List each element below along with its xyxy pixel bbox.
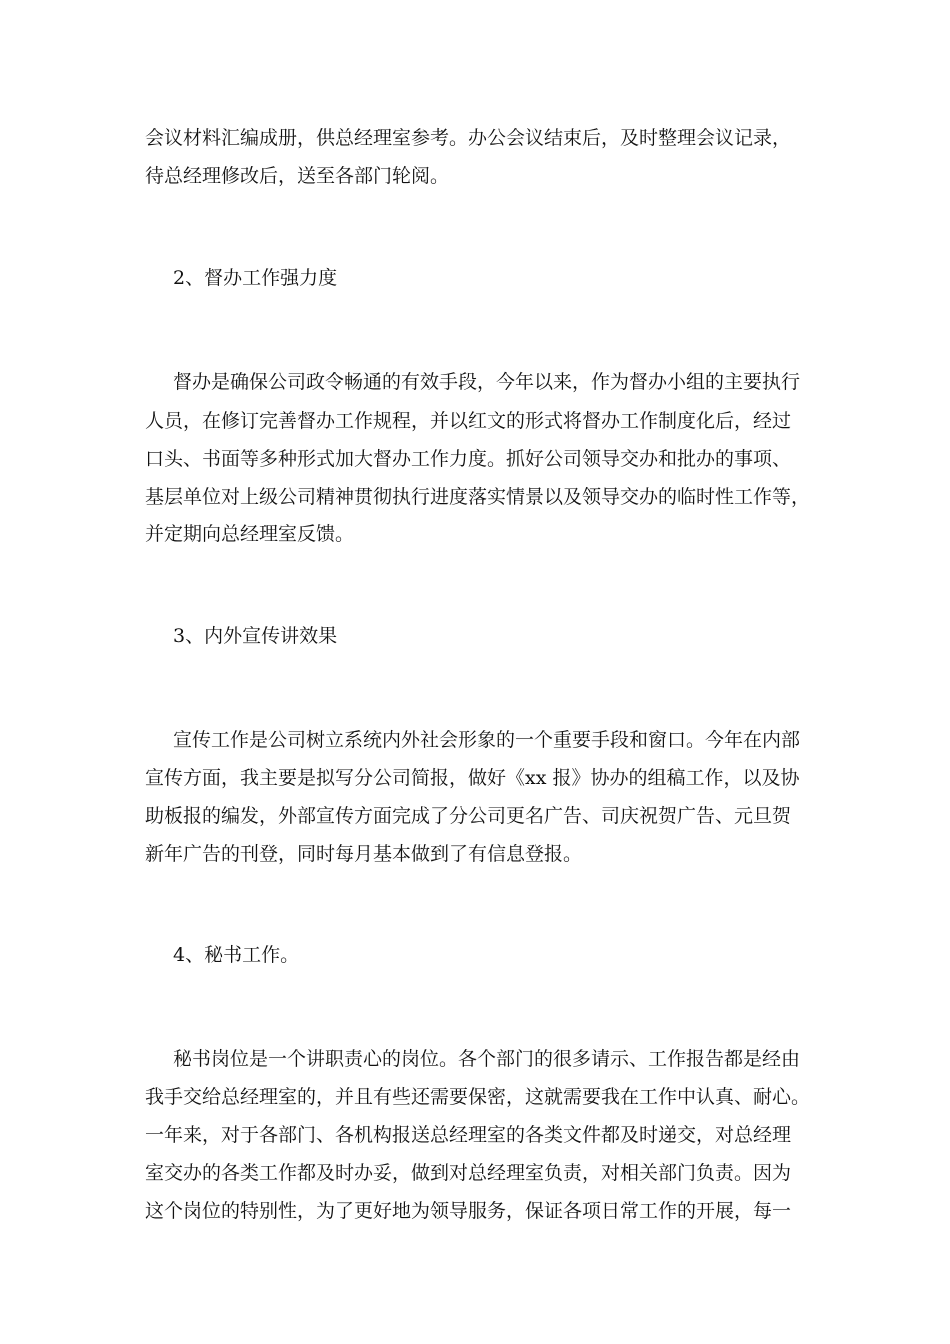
paragraph-line: 督办是确保公司政令畅通的有效手段，今年以来，作为督办小组的主要执行 [173, 371, 801, 393]
section-heading: 4、秘书工作。 [173, 944, 300, 966]
paragraph-line: 会议材料汇编成册，供总经理室参考。办公会议结束后，及时整理会议记录， [145, 127, 792, 149]
paragraph-line: 宣传方面，我主要是拟写分公司简报，做好《xx 报》协办的组稿工作，以及协 [145, 767, 800, 789]
paragraph-line: 一年来，对于各部门、各机构报送总经理室的各类文件都及时递交，对总经理 [145, 1124, 792, 1146]
paragraph-line: 并定期向总经理室反馈。 [145, 523, 355, 545]
paragraph-line: 我手交给总经理室的，并且有些还需要保密，这就需要我在工作中认真、耐心。 [145, 1086, 810, 1108]
paragraph-line: 待总经理修改后，送至各部门轮阅。 [145, 165, 450, 187]
paragraph-line: 口头、书面等多种形式加大督办工作力度。抓好公司领导交办和批办的事项、 [145, 448, 792, 470]
paragraph-line: 这个岗位的特别性，为了更好地为领导服务，保证各项日常工作的开展，每一 [145, 1200, 792, 1222]
paragraph-line: 人员，在修订完善督办工作规程，并以红文的形式将督办工作制度化后，经过 [145, 410, 792, 432]
section-heading: 2、督办工作强力度 [173, 267, 338, 289]
section-heading: 3、内外宣传讲效果 [173, 625, 338, 647]
paragraph-line: 助板报的编发，外部宣传方面完成了分公司更名广告、司庆祝贺广告、元旦贺 [145, 805, 792, 827]
paragraph-line: 秘书岗位是一个讲职责心的岗位。各个部门的很多请示、工作报告都是经由 [173, 1048, 801, 1070]
paragraph-line: 新年广告的刊登，同时每月基本做到了有信息登报。 [145, 843, 583, 865]
paragraph-line: 宣传工作是公司树立系统内外社会形象的一个重要手段和窗口。今年在内部 [173, 729, 801, 751]
paragraph-line: 室交办的各类工作都及时办妥，做到对总经理室负责，对相关部门负责。因为 [145, 1162, 792, 1184]
paragraph-line: 基层单位对上级公司精神贯彻执行进度落实情景以及领导交办的临时性工作等， [145, 486, 810, 508]
